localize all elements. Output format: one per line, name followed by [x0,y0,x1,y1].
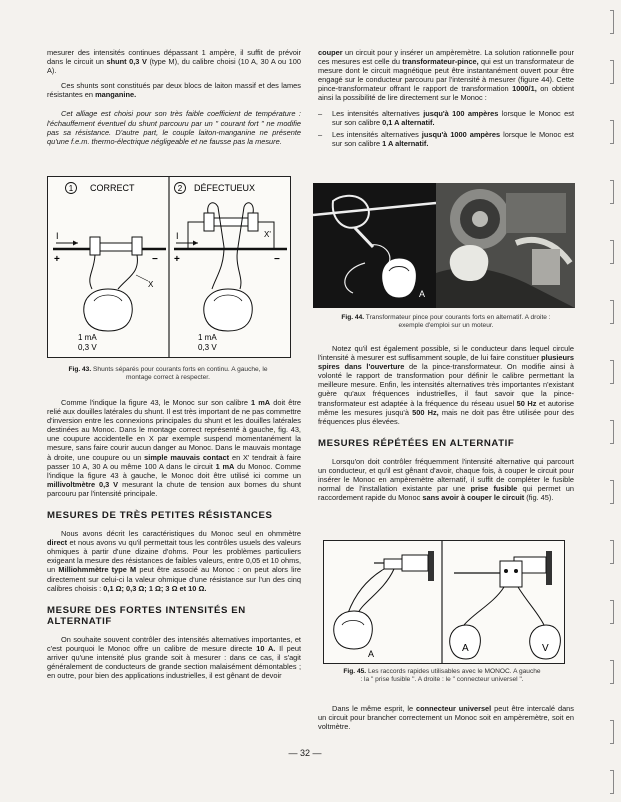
right-column [318,48,574,154]
panel-2-number: 2 [177,184,183,193]
panel-1-number: 1 [68,184,74,193]
paragraph: Lorsqu'on doit contrôler fréquemment l'intensité alternative qui parcourt un conducteur, et qu'il est gênant d'avoir, chaque fois, à couper le circuit pour insérer le Monoc en ampèremètre alternatif, il suffit de compléter le fusible normal de l'installation existante par une prise fusible qui permet un raccordement rapide du Monoc sans avoir à couper le circuit (fig. 45). [318,456,574,503]
left-column-lower [47,398,301,686]
section-heading: MESURE DES FORTES INTENSITÉS EN ALTERNATIF [47,604,246,627]
paragraph: On souhaite souvent contrôler des intensités alternatives importantes, et c'est pourquoi le Monoc offre un calibre de mesure directe 10 A. Il peut arriver qu'une intensité plus grande soit à mesurer : dans ce cas, il s'agit généralement de conducteurs de grande section malaisément démontables ; en outre, pour bien des applications industrielles, il est gênant de devoir [47,634,302,681]
plus-sign: + [54,254,60,265]
page-edge-mark [610,770,614,794]
paragraph: Ces shunts sont constitués par deux blocs de laiton massif et des lames résistantes en manganine. [47,81,301,100]
page-edge-mark [610,10,614,34]
figure-44-photo [436,183,575,308]
page-edge-mark [610,720,614,744]
page-edge-mark [610,600,614,624]
paragraph: Notez qu'il est également possible, si le conducteur dans lequel circule l'intensité à mesurer est suffisamment souple, de lui faire constituer plusieurs spires dans l'ouverture de la pince-transformateur. On modifie ainsi à volonté le rapport de transformation pour définir le calibre permettant la meilleure mesure. Enfin, les intensités alternatives très importantes n'existant guère qu'aux fréquences industrielles, il faut savoir que la pince-transformateur est adaptée à la fréquence du réseau usuel 50 Hz et autorise même les mesures jusqu'à 500 Hz, mais ne doit pas être utilisée pour des fréquences plus élevées. [318,344,575,426]
plus-sign: + [174,254,180,265]
page-edge-mark [610,540,614,564]
list-item: – Les intensités alternatives jusqu'à 1000 ampères lorsque le Monoc est sur son calibre 1 A alternatif. [318,130,574,148]
range-ma: 1 mA [198,333,217,342]
current-label: I [56,231,59,241]
paragraph: mesurer des intensités continues dépassant 1 ampère, il suffit de prévoir dans le circuit un shunt 0,3 V (type M), du calibre choisi (10 A, 30 A ou 100 A). [47,48,301,76]
page-edge-mark [610,180,614,204]
minus-sign: − [274,254,280,265]
page-number: — 32 — [288,748,322,758]
figure-45-caption: Fig. 45. Les raccords rapides utilisables avec le MONOC. A gauche : la " prise fusible ". A droite : le " connecteur universel ". [343,668,541,683]
ammeter-label: A [419,289,426,299]
range-list [318,109,574,148]
paragraph: Nous avons décrit les caractéristiques du Monoc seul en ohmmètre direct et nous avons vu qu'il permettait tous les contrôles usuels des valeurs ohmiques à partir d'une dizaine d'ohms. Pour les problèmes particuliers exigeant la mesure des résistances de faibles valeurs, entre 0,05 et 10 ohms, un Milliohmmètre type M peut être associé au Monoc : on peut alors lire directement sur celui-ci la valeur ohmique d'une résistance sur l'un des cinq calibres choisis : 0,1 Ω; 0,3 Ω; 1 Ω; 3 Ω et 10 Ω. [47,529,301,593]
figure-44-caption: Fig. 44. Transformateur pince pour courants forts en alternatif. A droite : exemple d'emploi sur un moteur. [341,314,551,329]
page-edge-mark [610,420,614,444]
italic-note: Cet alliage est choisi pour son très faible coefficient de température : l'échauffement éventuel du shunt parcouru par un " courant fort " ne modifie pas sa résistance. D'autre part, le couple laiton-manganine ne présente qu'une f.e.m. thermo-électrique négligeable et ne fausse pas la mesure. [47,109,301,146]
motor-photo [436,183,575,308]
page-edge-mark [610,480,614,504]
panel-2-title: DÉFECTUEUX [194,183,256,193]
paragraph: couper un circuit pour y insérer un ampèremètre. La solution rationnelle pour ces mesures est celle du transformateur-pince, qui est un transformateur de mesure dont le circuit magnétique peut être instantanément ouvert pour être engagé sur le conducteur parcouru par l'intensité à mesurer (figure 44). Cette pince-transformateur offrant le rapport de transformation 1000/1, on obtient ainsi la possibilité de lire directement sur le Monoc : [318,48,575,103]
minus-sign: − [152,254,158,265]
range-ma: 1 mA [78,333,97,342]
section-heading: MESURES DE TRÈS PETITES RÉSISTANCES [47,510,273,522]
page-edge-mark [610,300,614,324]
voltmeter-label: V [542,643,549,654]
current-label: I [176,231,179,241]
paragraph: Comme l'indique la figure 43, le Monoc sur son calibre 1 mA doit être relié aux douilles latérales du shunt. Il est très important de ne pas commettre d'inversion entre les connexions principales du shunt et les douilles latérales destinées au Monoc. Dans le montage correct représenté à gauche, fig. 43, une coupure accidentelle en X par exemple suspend momentanément la mesure, sans faire courir aucun danger au Monoc. Dans le mauvais montage à droite, une coupure ou un simple mauvais contact en X' tendrait à faire passer 10 A, 30 A ou même 100 A dans le circuit 1 mA du Monoc. Comme l'indique la figure 43 à gauche, le Monoc doit être utilisé ici comme un millivoltmètre 0,3 V mesurant la chute de tension aux bornes du shunt parcouru par l'intensité principale. [47,398,302,498]
figure-43-caption: Fig. 43. Shunts séparés pour courants forts en continu. A gauche, le montage correct à respecter. [68,366,268,381]
left-column [47,48,301,152]
cut-point-x-prime: X' [264,230,271,239]
section-heading: MESURES RÉPÉTÉES EN ALTERNATIF [318,437,515,449]
page-edge-mark [610,60,614,84]
page-edge-mark [610,240,614,264]
panel-1-title: CORRECT [90,183,135,193]
figure-44-drawing [313,183,436,308]
range-v: 0,3 V [198,343,217,352]
right-column-bottom [318,704,574,737]
shunt-diagram [48,177,290,357]
ammeter-label: A [462,643,469,654]
clamp-transformer-drawing [313,183,436,308]
range-v: 0,3 V [78,343,97,352]
right-column-mid [318,344,574,508]
figure-43 [47,176,291,358]
page-edge-mark [610,660,614,684]
page-edge-mark [610,360,614,384]
ammeter-label: A [368,649,375,659]
cut-point-x: X [148,280,154,289]
page-edge-mark [610,120,614,144]
figure-45 [323,540,565,664]
connector-diagram [324,541,564,663]
list-item: – Les intensités alternatives jusqu'à 100 ampères lorsque le Monoc est sur son calibre 0,1 A alternatif. [318,109,574,127]
paragraph: Dans le même esprit, le connecteur universel peut être intercalé dans un circuit pour brancher correctement un Monoc soit en ampèremètre, soit en voltmètre. [318,704,574,732]
